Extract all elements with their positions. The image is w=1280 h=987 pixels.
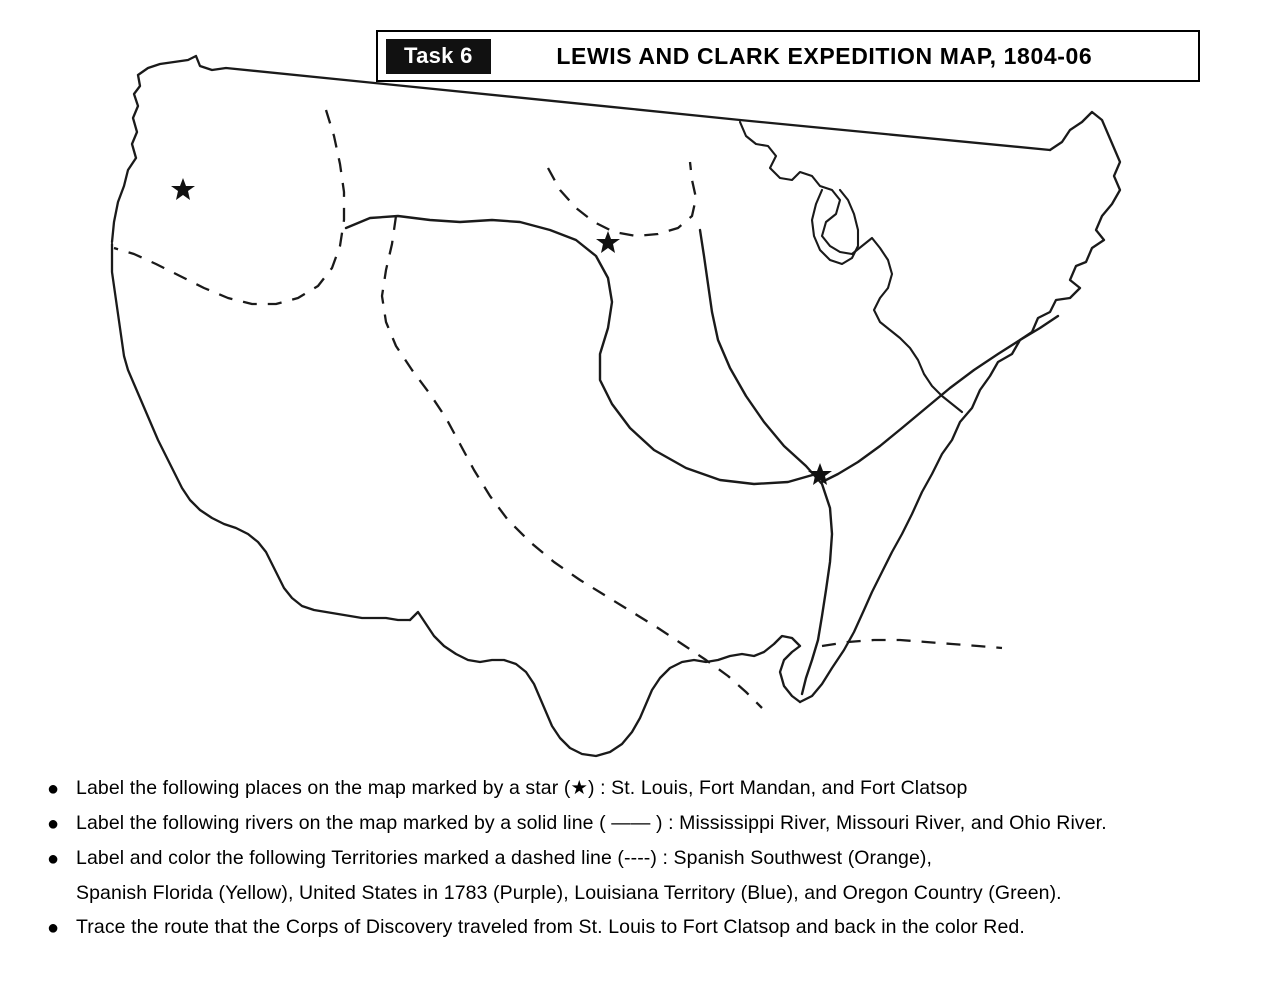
fort-mandan-star: [596, 231, 620, 253]
instruction-trace-route: Trace the route that the Corps of Discovery traveled from St. Louis to Fort Clatsop and back in the color Red.: [76, 916, 1025, 938]
title-banner: [376, 30, 1200, 82]
instructions-list: [30, 775, 1260, 949]
list-item: [30, 914, 1260, 942]
expedition-map: [40, 40, 1240, 760]
task-chip: Task 6: [386, 39, 491, 74]
missouri-river-line: [346, 216, 816, 484]
list-item-continuation: [30, 880, 1260, 907]
bullet-icon: ●: [46, 778, 60, 800]
gulf-coast: [410, 612, 800, 756]
bullet-icon: ●: [46, 848, 60, 870]
instruction-label-territories-continued: Spanish Florida (Yellow), United States in 1783 (Purple), Louisiana Territory (Blue), and Oregon Country (Green).: [76, 882, 1062, 904]
instruction-label-places: Label the following places on the map marked by a star (★) : St. Louis, Fort Mandan, and Fort Clatsop: [76, 777, 968, 799]
bullet-icon: ●: [46, 813, 60, 835]
great-lakes: [740, 122, 962, 412]
us-1783-north-boundary: [548, 162, 696, 236]
list-item: [30, 775, 1260, 803]
mississippi-river-line: [700, 230, 832, 694]
page-title: LEWIS AND CLARK EXPEDITION MAP, 1804-06: [556, 42, 1093, 69]
list-item: [30, 845, 1260, 873]
fort-clatsop-star: [171, 178, 195, 200]
bullet-icon: ●: [46, 917, 60, 939]
northern-border: [112, 56, 1050, 242]
instruction-label-rivers: Label the following rivers on the map marked by a solid line ( —— ) : Mississippi River, Missouri River, and Ohio River.: [76, 812, 1107, 834]
star-markers: [171, 178, 832, 485]
oregon-country-boundary: [114, 110, 344, 304]
southwest-border: [112, 244, 410, 620]
instruction-label-territories: Label and color the following Territories marked a dashed line (----) : Spanish Southwest (Orange),: [76, 847, 933, 869]
list-item: [30, 810, 1260, 838]
